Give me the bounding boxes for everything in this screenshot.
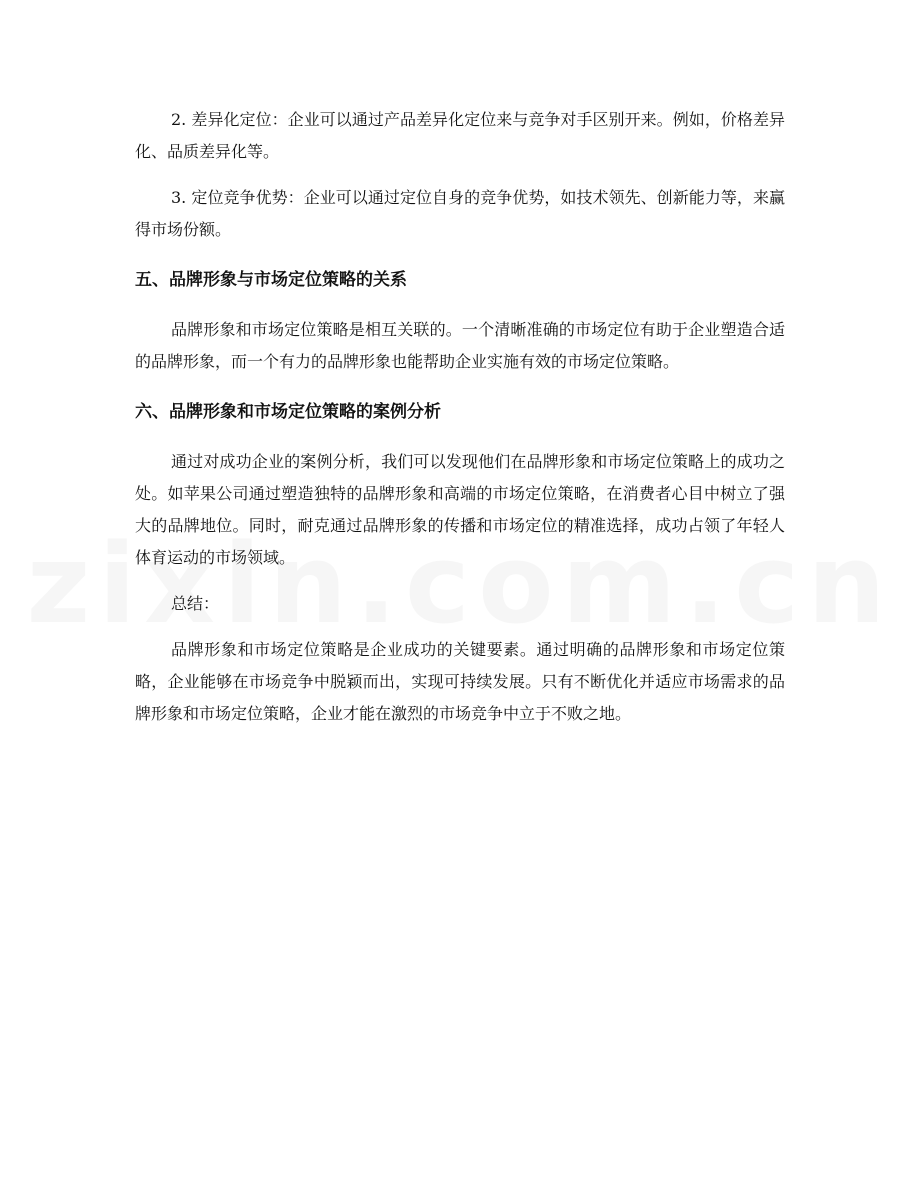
paragraph-differentiation: 2. 差异化定位：企业可以通过产品差异化定位来与竞争对手区别开来。例如，价格差异化、品质差异化等。	[135, 110, 785, 161]
paragraph-summary-label: 总结：	[171, 594, 220, 613]
section-heading-6: 六、品牌形象和市场定位策略的案例分析	[135, 402, 441, 422]
paragraph-relationship: 品牌形象和市场定位策略是相互关联的。一个清晰准确的市场定位有助于企业塑造合适的品牌形象，而一个有力的品牌形象也能帮助企业实施有效的市场定位策略。	[135, 320, 785, 371]
paragraph-case-analysis: 通过对成功企业的案例分析，我们可以发现他们在品牌形象和市场定位策略上的成功之处。如苹果公司通过塑造独特的品牌形象和高端的市场定位策略，在消费者心目中树立了强大的品牌地位。同时，耐克通过品牌形象的传播和市场定位的精准选择，成功占领了年轻人体育运动的市场领域。	[135, 452, 785, 567]
document-body	[135, 104, 785, 730]
paragraph-summary: 品牌形象和市场定位策略是企业成功的关键要素。通过明确的品牌形象和市场定位策略，企业能够在市场竞争中脱颖而出，实现可持续发展。只有不断优化并适应市场需求的品牌形象和市场定位策略，企业才能在激烈的市场竞争中立于不败之地。	[135, 640, 785, 723]
paragraph-competitive-advantage: 3. 定位竞争优势：企业可以通过定位自身的竞争优势，如技术领先、创新能力等，来赢得市场份额。	[135, 188, 785, 239]
section-heading-5: 五、品牌形象与市场定位策略的关系	[135, 270, 407, 290]
